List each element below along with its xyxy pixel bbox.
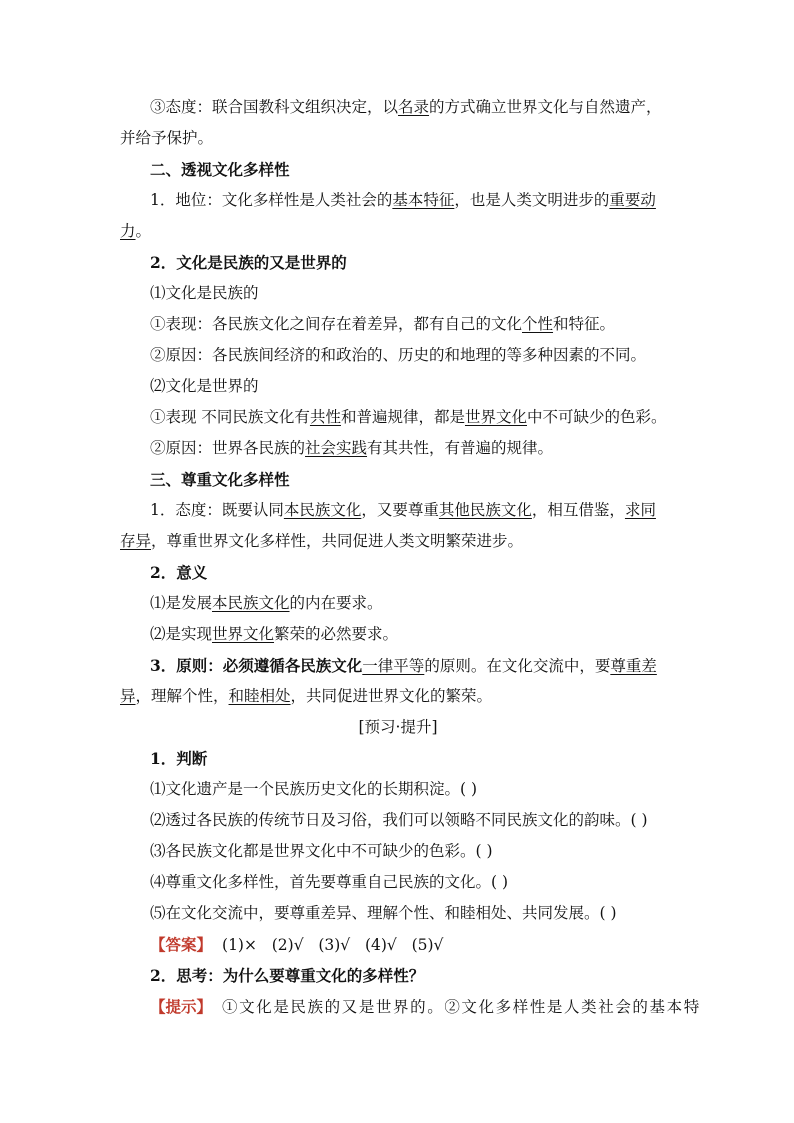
text-segment: 1．地位：文化多样性是人类社会的 <box>150 191 393 209</box>
judge-item: ⑶各民族文化都是世界文化中不可缺少的色彩。( ) <box>150 842 493 860</box>
underlined-term: 名录 <box>398 98 430 116</box>
underlined-term: 世界文化 <box>212 625 275 643</box>
item-world-reason <box>120 433 676 464</box>
underlined-term: 个性 <box>522 315 554 333</box>
text-segment: ，共同促进世界文化的繁荣。 <box>290 687 493 705</box>
text-segment: ，理解个性， <box>135 687 229 705</box>
text-segment: 。 <box>135 222 152 240</box>
text-segment: 的方式确立世界文化与自然遗产， <box>429 98 662 116</box>
preview-title: [预习·提升] <box>358 718 438 736</box>
text-segment: 中不可缺少的色彩。 <box>526 408 667 426</box>
text-segment: ③态度：联合国教科文组织决定，以 <box>150 98 399 116</box>
document-content <box>120 92 701 1022</box>
item-principle-cont <box>120 681 676 712</box>
text-segment: ，尊重世界文化多样性，共同促进人类文明繁荣进步。 <box>151 532 524 550</box>
subheading-meaning: 2．意义 <box>150 563 208 582</box>
item-national-manifest <box>120 309 676 340</box>
underlined-term: 本民族文化 <box>283 501 362 519</box>
subheading-culture: 2．文化是民族的又是世界的 <box>150 253 347 272</box>
section-heading-3: 三、尊重文化多样性 <box>150 470 290 489</box>
underlined-term: 世界文化 <box>464 408 527 426</box>
subheading-world: ⑵文化是世界的 <box>150 377 259 395</box>
hint-text: ①文化是民族的又是世界的。②文化多样性是人类社会的基本特 <box>222 998 701 1016</box>
hint-line <box>120 991 701 1022</box>
answer-text: (1)× (2)√ (3)√ (4)√ (5)√ <box>222 936 444 954</box>
answer-tag: 【答案】 <box>150 935 213 954</box>
underlined-term: 力 <box>120 222 136 240</box>
item-respect-attitude <box>120 495 676 526</box>
text-segment: 1．态度：既要认同 <box>150 501 284 519</box>
item-world-manifest <box>120 402 676 433</box>
text-segment: ⑴是发展 <box>150 594 213 612</box>
paragraph-attitude-cont: 并给予保护。 <box>120 129 214 147</box>
text-segment: ，也是人类文明进步的 <box>454 191 610 209</box>
underlined-term: 本民族文化 <box>212 594 290 612</box>
item-principle <box>120 650 676 681</box>
underlined-term: 和睦相处 <box>228 687 291 705</box>
answer-line <box>120 929 676 960</box>
item-meaning-2 <box>120 619 676 650</box>
underlined-term: 其他民族文化 <box>438 501 532 519</box>
underlined-term: 一律平等 <box>362 657 425 675</box>
underlined-term: 异 <box>120 687 136 705</box>
text-segment: ①表现 不同民族文化有 <box>150 408 310 426</box>
underlined-term: 重要动 <box>609 191 656 209</box>
underlined-term: 尊重差 <box>610 657 657 675</box>
hint-tag: 【提示】 <box>150 997 213 1016</box>
text-segment: ，又要尊重 <box>361 501 439 519</box>
item-respect-attitude-cont <box>120 526 676 557</box>
text-segment: ，相互借鉴， <box>531 501 625 519</box>
judge-item: ⑵透过各民族的传统节日及习俗，我们可以领略不同民族文化的韵味。( ) <box>150 811 648 829</box>
question-judge: 1．判断 <box>150 749 208 768</box>
text-segment: 3．原则：必须遵循各民族文化 <box>150 656 363 675</box>
text-segment: 和普遍规律，都是 <box>340 408 465 426</box>
judge-item: ⑸在文化交流中，要尊重差异、理解个性、和睦相处、共同发展。( ) <box>150 904 617 922</box>
judge-item: ⑷尊重文化多样性，首先要尊重自己民族的文化。( ) <box>150 873 509 891</box>
text-segment: ⑵是实现 <box>150 625 213 643</box>
text-segment: ②原因：世界各民族的 <box>150 439 306 457</box>
section-heading-2: 二、透视文化多样性 <box>150 160 290 179</box>
underlined-term: 社会实践 <box>305 439 368 457</box>
item-meaning-1 <box>120 588 676 619</box>
item-status-cont <box>120 216 676 247</box>
subheading-national: ⑴文化是民族的 <box>150 284 259 302</box>
judge-item: ⑴文化遗产是一个民族历史文化的长期积淀。( ) <box>150 780 478 798</box>
text-segment: 有其共性，有普遍的规律。 <box>367 439 554 457</box>
text-segment: 的原则。在文化交流中，要 <box>424 657 611 675</box>
question-think: 2．思考：为什么要尊重文化的多样性？ <box>150 966 425 985</box>
underlined-term: 存异 <box>120 532 152 550</box>
item-status <box>120 185 676 216</box>
text-segment: 和特征。 <box>553 315 616 333</box>
text-segment: 的内在要求。 <box>289 594 383 612</box>
underlined-term: 共性 <box>309 408 341 426</box>
underlined-term: 求同 <box>624 501 656 519</box>
text-segment: ①表现：各民族文化之间存在着差异，都有自己的文化 <box>150 315 523 333</box>
underlined-term: 基本特征 <box>392 191 455 209</box>
text-segment: 繁荣的必然要求。 <box>274 625 399 643</box>
item-national-reason: ②原因：各民族间经济的和政治的、历史的和地理的等多种因素的不同。 <box>150 346 647 364</box>
paragraph-attitude <box>120 92 676 123</box>
